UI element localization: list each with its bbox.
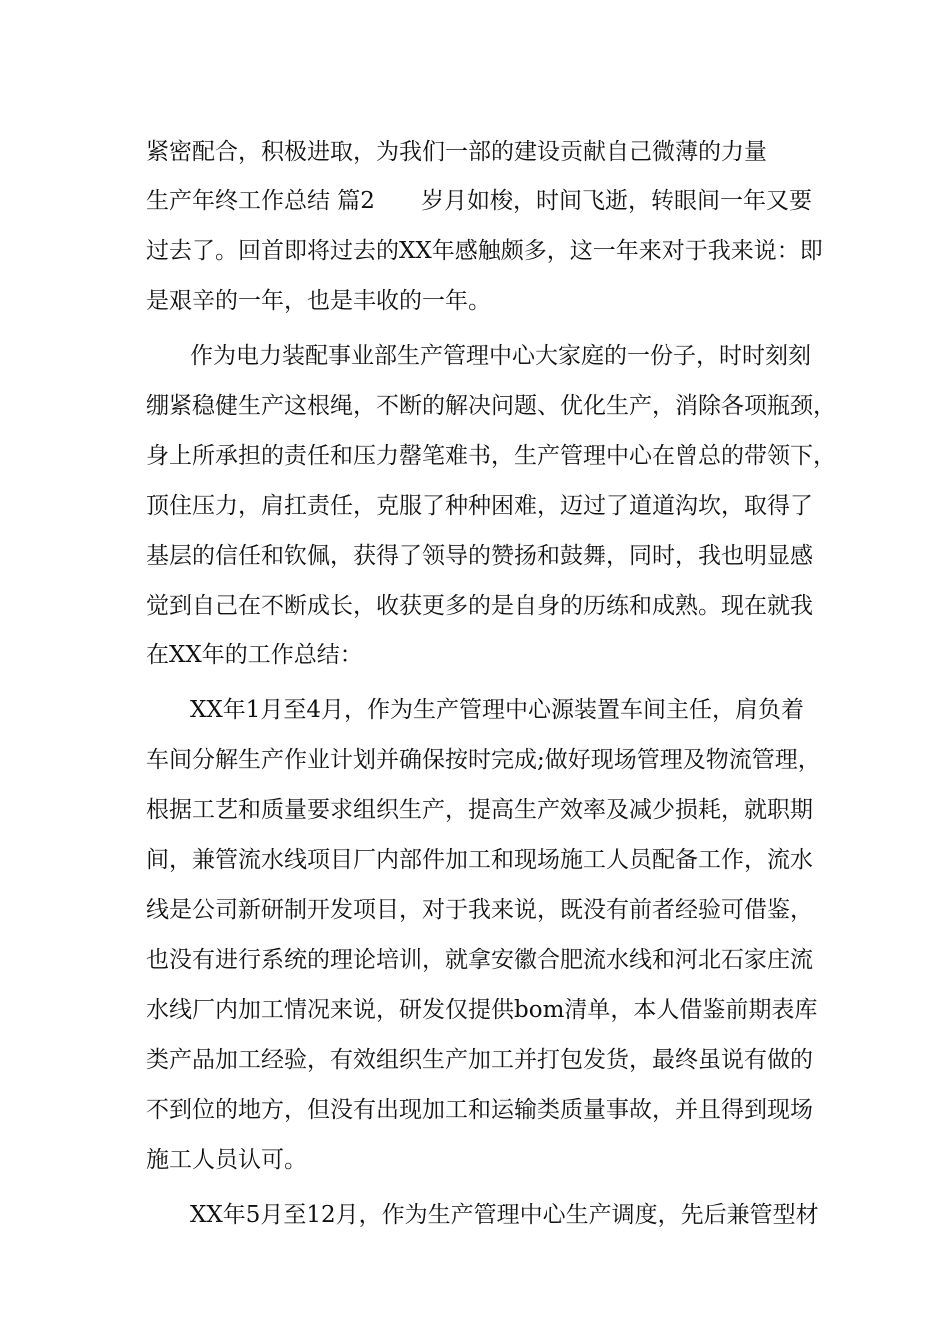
text-line: 顶住压力，肩扛责任，克服了种种困难，迈过了道道沟坎，取得了 [146,493,813,519]
text-line: 也没有进行系统的理论培训，就拿安徽合肥流水线和河北石家庄流 [146,947,813,973]
text-line: 间，兼管流水线项目厂内部件加工和现场施工人员配备工作，流水 [146,847,813,873]
text-line: 觉到自己在不断成长，收获更多的是自身的历练和成熟。现在就我 [146,593,813,619]
text-line: 是艰辛的一年，也是丰收的一年。 [146,288,491,314]
text-line: 线是公司新研制开发项目，对于我来说，既没有前者经验可借鉴， [146,897,813,923]
paragraph-first-line: 作为电力装配事业部生产管理中心大家庭的一份子，时时刻刻 [190,343,811,369]
text-line: 类产品加工经验，有效组织生产加工并打包发货，最终虽说有做的 [146,1047,813,1073]
text-line: 基层的信任和钦佩，获得了领导的赞扬和鼓舞，同时，我也明显感 [146,543,813,569]
text-line: 施工人员认可。 [146,1147,307,1173]
text-line: 水线厂内加工情况来说，研发仅提供bom清单，本人借鉴前期表库 [146,997,818,1023]
text-line: 身上所承担的责任和压力罄笔难书，生产管理中心在曾总的带领下， [146,443,836,469]
text-line: 在XX年的工作总结： [146,642,363,668]
paragraph-first-line: XX年1月至4月，作为生产管理中心源装置车间主任，肩负着 [190,697,805,723]
text-line: 根据工艺和质量要求组织生产，提高生产效率及减少损耗，就职期 [146,797,813,823]
text-line: 过去了。回首即将过去的XX年感触颇多，这一年来对于我来说：即 [146,238,823,264]
text-line: 不到位的地方，但没有出现加工和运输类质量事故，并且得到现场 [146,1097,813,1123]
text-line: 紧密配合，积极进取，为我们一部的建设贡献自己微薄的力量 [146,139,767,165]
paragraph-first-line: XX年5月至12月，作为生产管理中心生产调度，先后兼管型材 [190,1202,819,1228]
text-line: 车间分解生产作业计划并确保按时完成;做好现场管理及物流管理， [146,747,821,773]
section-heading-line: 生产年终工作总结 篇2 岁月如梭，时间飞逝，转眼间一年又要 [146,188,812,214]
text-line: 绷紧稳健生产这根绳，不断的解决问题、优化生产，消除各项瓶颈， [146,393,836,419]
